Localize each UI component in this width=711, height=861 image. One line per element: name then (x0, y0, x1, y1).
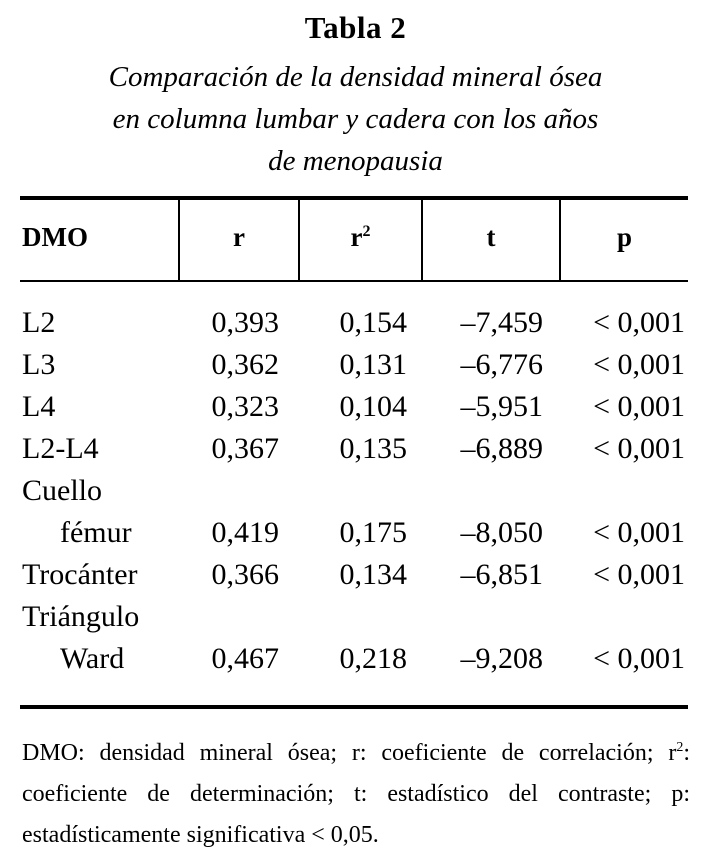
subtitle-line: en columna lumbar y cadera con los años (112, 103, 599, 135)
table-footnote (22, 727, 690, 856)
cell-t: –6,776 (460, 348, 543, 381)
cell-p: < 0,001 (593, 306, 685, 339)
footnote-text: DMO: densidad mineral ósea; r: coeficiente de correlación; r (22, 740, 677, 766)
header-r2-sup: 2 (362, 223, 371, 240)
row-label: L3 (22, 348, 56, 381)
cell-r2: 0,218 (339, 642, 407, 675)
cell-r: 0,467 (211, 642, 279, 675)
cell-r: 0,419 (211, 516, 279, 549)
header-r2-base: r (350, 222, 363, 252)
cell-p: < 0,001 (593, 390, 685, 423)
cell-p: < 0,001 (593, 516, 685, 549)
cell-r2: 0,134 (339, 558, 407, 591)
footnote-text-continued: : coeficiente de determinación; t: estadístico del contraste; p: estadísticamente significativa < 0,05. (22, 740, 690, 848)
row-label: Cuello (22, 474, 102, 507)
cell-t: –5,951 (460, 390, 543, 423)
cell-r: 0,367 (211, 432, 279, 465)
cell-t: –7,459 (460, 306, 543, 339)
cell-r2: 0,131 (339, 348, 407, 381)
cell-r: 0,323 (211, 390, 279, 423)
row-label-continued: Ward (60, 642, 125, 675)
top-rule (20, 196, 688, 200)
cell-r2: 0,175 (339, 516, 407, 549)
row-label: Trocánter (22, 558, 138, 591)
cell-t: –6,851 (460, 558, 543, 591)
row-label: Triángulo (22, 600, 140, 633)
cell-r2: 0,135 (339, 432, 407, 465)
cell-r: 0,366 (211, 558, 279, 591)
header-r: r (233, 222, 245, 252)
header-t: t (486, 222, 496, 252)
cell-p: < 0,001 (593, 558, 685, 591)
table-subtitle (0, 56, 711, 182)
bottom-rule (20, 705, 688, 709)
footnote-superscript: 2 (676, 740, 684, 755)
cell-p: < 0,001 (593, 348, 685, 381)
cell-r: 0,362 (211, 348, 279, 381)
row-label: L2-L4 (22, 432, 99, 465)
row-label: L2 (22, 306, 56, 339)
header-rule (20, 280, 688, 282)
cell-t: –6,889 (460, 432, 543, 465)
cell-t: –8,050 (460, 516, 543, 549)
header-r2 (300, 222, 421, 253)
header-dmo: DMO (22, 222, 88, 252)
cell-r: 0,393 (211, 306, 279, 339)
cell-r2: 0,154 (339, 306, 407, 339)
subtitle-line: Comparación de la densidad mineral ósea (108, 61, 603, 93)
subtitle-line: de menopausia (268, 145, 443, 177)
row-label: L4 (22, 390, 56, 423)
cell-t: –9,208 (460, 642, 543, 675)
header-p: p (616, 222, 633, 252)
row-label-continued: fémur (60, 516, 132, 549)
cell-p: < 0,001 (593, 642, 685, 675)
table-title: Tabla 2 (304, 10, 407, 45)
cell-r2: 0,104 (339, 390, 407, 423)
cell-p: < 0,001 (593, 432, 685, 465)
